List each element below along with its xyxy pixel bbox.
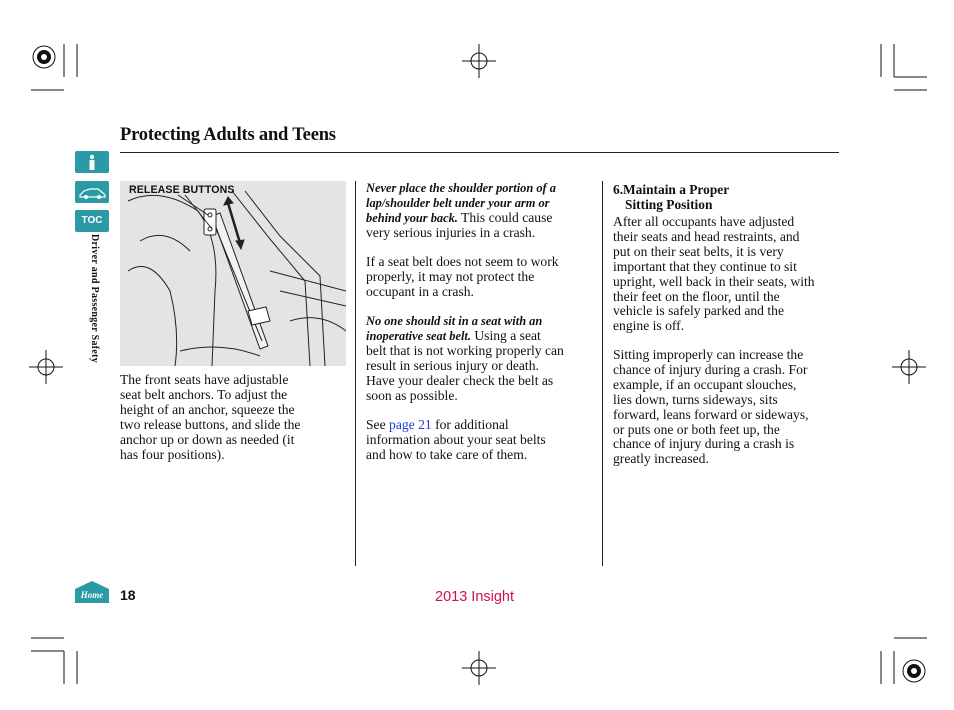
col3-heading: 6.Maintain a Proper Sitting Position	[613, 182, 730, 212]
page-21-link[interactable]: page 21	[389, 417, 432, 432]
footer-model: 2013 Insight	[435, 589, 515, 605]
col2-warning-1: Never place the shoulder portion of a lap/shoulder belt under your arm or behind your back. This could cause very serious injuries in a crash.	[366, 181, 556, 240]
toc-button[interactable]: TOC	[75, 210, 109, 232]
info-button[interactable]	[75, 151, 109, 173]
col3-paragraph-1: After all occupants have adjusted their seats and head restraints, and put on their seat belts, it is very important that they continue to sit upright, well back in their seats, with their feet on the floor, until the vehicle is safely parked and the engine is off.	[613, 214, 815, 334]
svg-text:Home: Home	[80, 590, 104, 600]
page-title: Protecting Adults and Teens	[120, 125, 336, 145]
illustration-label: RELEASE BUTTONS	[129, 184, 235, 196]
seat-belt-anchor-drawing	[120, 181, 346, 366]
col2-see-also: See page 21 for additional information about your seat belts and how to take care of them.	[366, 417, 546, 462]
car-icon	[75, 181, 109, 203]
col3-paragraph-2: Sitting improperly can increase the chance of injury during a crash. For example, if an occupant slouches, lies down, turns sideways, sits forward, leans forward or sideways, or puts one or both feet up, the chance of injury during a crash is greatly increased.	[613, 347, 809, 467]
section-tab-label: Driver and Passenger Safety	[89, 234, 100, 364]
col1-body: The front seats have adjustable seat belt anchors. To adjust the height of an anchor, squeeze the two release buttons, and slide the anchor up or down as needed (it has four positions).	[120, 372, 301, 462]
col2-warning-2: No one should sit in a seat with an inoperative seat belt. Using a seat belt that is not working properly can result in serious injury or death. Have your dealer check the belt as soon as possible.	[366, 314, 564, 403]
home-icon	[75, 580, 109, 604]
title-rule	[120, 152, 839, 153]
column-divider-2	[602, 181, 603, 566]
column-divider-1	[355, 181, 356, 566]
col2-paragraph-2: If a seat belt does not seem to work properly, it may not protect the occupant in a crash.	[366, 254, 559, 299]
page-number: 18	[120, 587, 136, 603]
home-button[interactable]	[75, 580, 109, 604]
info-icon	[75, 151, 109, 173]
seat-belt-illustration	[120, 181, 346, 366]
car-index-button[interactable]	[75, 181, 109, 203]
